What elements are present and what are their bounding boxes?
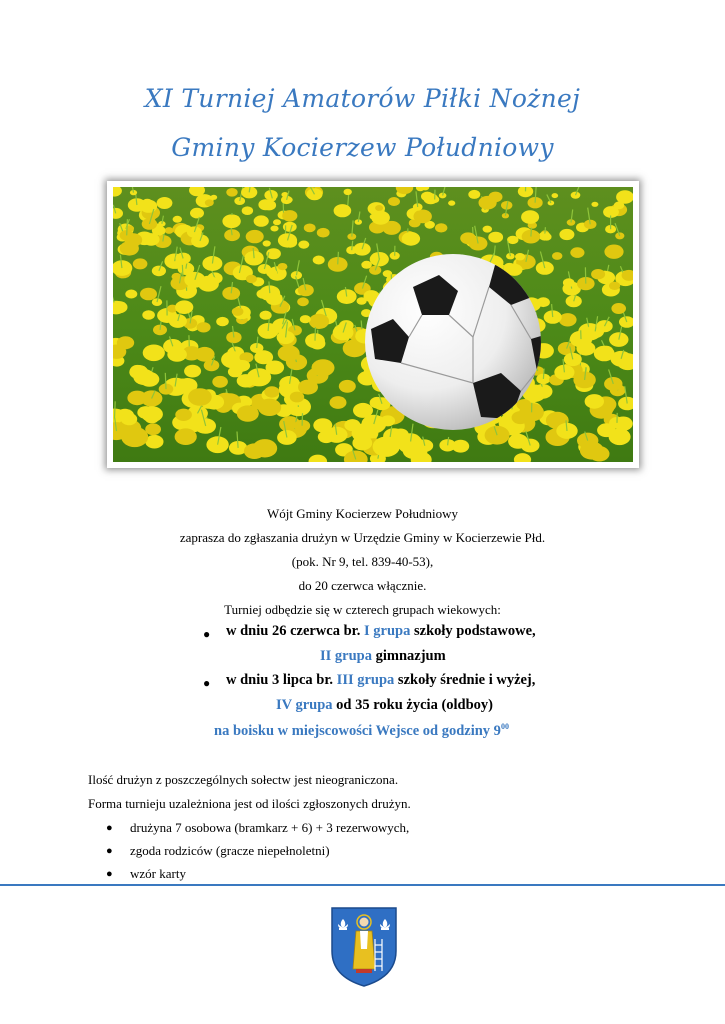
bullet-dot-icon: ● bbox=[106, 868, 113, 880]
venue-and-time bbox=[214, 722, 509, 740]
group-2-description: gimnazjum bbox=[375, 648, 446, 664]
bullet-dot-icon: ● bbox=[203, 627, 211, 641]
group-4-label: IV grupa bbox=[276, 697, 333, 713]
bullet-dot-icon: ● bbox=[203, 676, 211, 690]
requirement-item: drużyna 7 osobowa (bramkarz + 6) + 3 rezerwowych, bbox=[130, 820, 410, 835]
invitation-line-2: zaprasza do zgłaszania drużyn w Urzędzie Gminy w Kocierzewie Płd. bbox=[179, 530, 546, 545]
coat-of-arms-icon bbox=[329, 905, 399, 988]
group-line-4 bbox=[276, 697, 493, 714]
date-26-june: w dniu 26 czerwca br. bbox=[226, 623, 361, 639]
invitation-line-5: Turniej odbędzie się w czterech grupach wiekowych: bbox=[224, 602, 501, 617]
time-minutes-superscript: 00 bbox=[500, 722, 509, 731]
group-1-label: I grupa bbox=[364, 623, 411, 639]
poster-title-line-2: Gminy Kocierzew Południowy bbox=[171, 133, 554, 162]
invitation-line-4: do 20 czerwca włącznie. bbox=[298, 578, 427, 593]
invitation-line-3: (pok. Nr 9, tel. 839-40-53), bbox=[291, 554, 434, 569]
group-4-description: od 35 roku życia (oldboy) bbox=[336, 697, 494, 713]
group-1-description: szkoły podstawowe, bbox=[413, 623, 536, 639]
group-line-3 bbox=[226, 672, 535, 689]
venue-text: na boisku w miejscowości Wejsce od godziny 9 bbox=[214, 722, 501, 739]
bullet-dot-icon: ● bbox=[106, 822, 113, 834]
date-3-july: w dniu 3 lipca br. bbox=[226, 672, 334, 688]
group-line-1 bbox=[226, 623, 536, 640]
info-line-2: Forma turnieju uzależniona jest od ilości zgłoszonych drużyn. bbox=[88, 796, 411, 811]
group-3-description: szkoły średnie i wyżej, bbox=[397, 672, 536, 688]
invitation-line-1: Wójt Gminy Kocierzew Południowy bbox=[267, 506, 458, 521]
poster-title-line-1: XI Turniej Amatorów Piłki Nożnej bbox=[144, 84, 581, 113]
bullet-dot-icon: ● bbox=[106, 845, 113, 857]
group-2-label: II grupa bbox=[320, 648, 372, 664]
requirement-item: wzór karty bbox=[130, 866, 186, 881]
footer-divider bbox=[0, 884, 725, 886]
requirement-item: zgoda rodziców (gracze niepełnoletni) bbox=[130, 843, 330, 858]
photo-frame bbox=[107, 181, 639, 468]
group-3-label: III grupa bbox=[336, 672, 395, 688]
group-line-2 bbox=[320, 648, 446, 665]
football-in-dandelions-photo bbox=[113, 187, 633, 462]
info-line-1: Ilość drużyn z poszczególnych sołectw jest nieograniczona. bbox=[88, 772, 399, 787]
